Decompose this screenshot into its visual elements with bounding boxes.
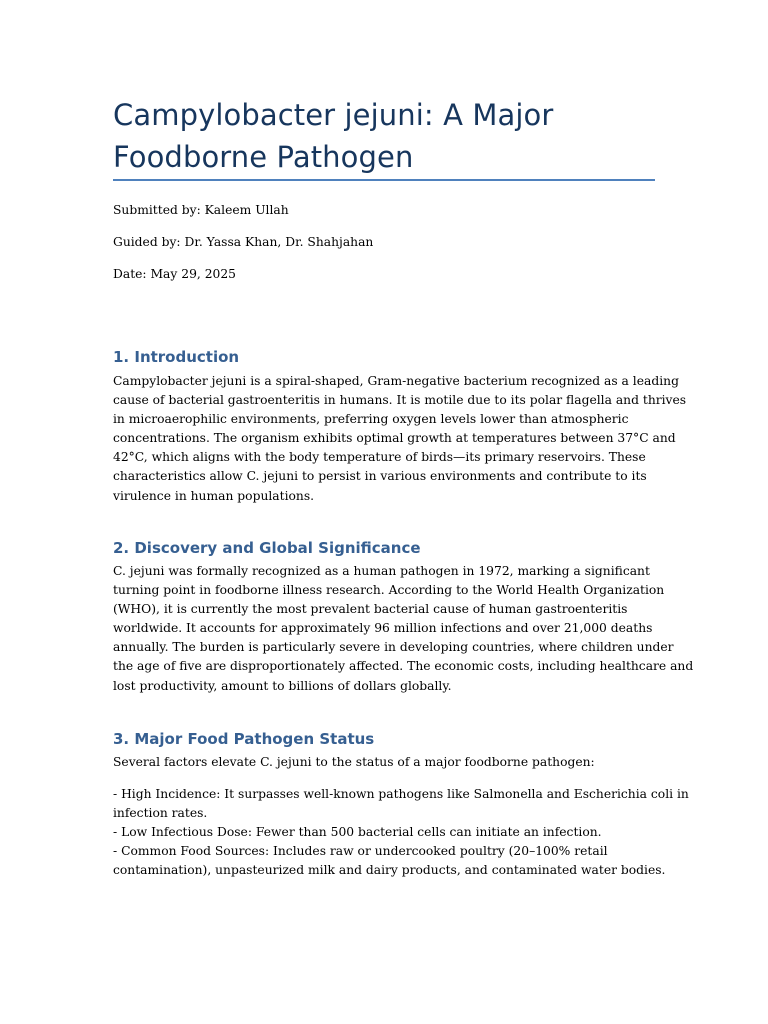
paragraph-line: turning point in foodborne illness research. According to the World Health Organization bbox=[113, 583, 665, 598]
section-heading-introduction: 1. Introduction bbox=[113, 348, 240, 366]
paragraph-line: worldwide. It accounts for approximately 96 million infections and over 21,000 deaths bbox=[113, 621, 653, 636]
title-divider bbox=[113, 179, 655, 181]
document-title-line: Foodborne Pathogen bbox=[113, 140, 414, 174]
paragraph-line: annually. The burden is particularly severe in developing countries, where children under bbox=[113, 640, 674, 655]
guided-by: Guided by: Dr. Yassa Khan, Dr. Shahjahan bbox=[113, 235, 374, 249]
paragraph-line: concentrations. The organism exhibits optimal growth at temperatures between 37°C and bbox=[113, 431, 676, 446]
document-title bbox=[113, 94, 658, 178]
section-heading-pathogen-status: 3. Major Food Pathogen Status bbox=[113, 730, 375, 748]
section-intro-pathogen-status bbox=[113, 753, 658, 772]
paragraph-line: Several factors elevate C. jejuni to the status of a major foodborne pathogen: bbox=[113, 755, 595, 769]
submitted-by: Submitted by: Kaleem Ullah bbox=[113, 203, 289, 217]
section-heading-discovery: 2. Discovery and Global Significance bbox=[113, 539, 421, 557]
paragraph-line: Campylobacter jejuni is a spiral-shaped, Gram-negative bacterium recognized as a leading bbox=[113, 374, 679, 388]
paragraph-line: characteristics allow C. jejuni to persist in various environments and contribute to its bbox=[113, 469, 647, 484]
paragraph-line: lost productivity, amount to billions of dollars globally. bbox=[113, 678, 452, 693]
paragraph-line: cause of bacterial gastroenteritis in humans. It is motile due to its polar flagella and thrives bbox=[113, 393, 687, 408]
paragraph-line: C. jejuni was formally recognized as a human pathogen in 1972, marking a significant bbox=[113, 564, 650, 578]
paragraph-line: virulence in human populations. bbox=[113, 488, 315, 503]
paragraph-line: 42°C, which aligns with the body temperature of birds—its primary reservoirs. These bbox=[113, 450, 646, 465]
document-title-line: Campylobacter jejuni: A Major bbox=[113, 98, 554, 132]
list-item: - High Incidence: It surpasses well-known pathogens like Salmonella and Escherichia coli in bbox=[113, 787, 689, 801]
list-item-continuation: infection rates. bbox=[113, 806, 208, 821]
paragraph-line: in microaerophilic environments, preferring oxygen levels lower than atmospheric bbox=[113, 412, 629, 427]
section-paragraph-discovery bbox=[113, 562, 694, 696]
list-item: - Low Infectious Dose: Fewer than 500 bacterial cells can initiate an infection. bbox=[113, 825, 602, 840]
paragraph-line: (WHO), it is currently the most prevalent bacterial cause of human gastroenteritis bbox=[113, 602, 628, 617]
list-item-continuation: contamination), unpasteurized milk and dairy products, and contaminated water bodies. bbox=[113, 863, 666, 878]
section-paragraph-introduction bbox=[113, 372, 687, 506]
list-item: - Common Food Sources: Includes raw or undercooked poultry (20–100% retail bbox=[113, 844, 608, 859]
document-date: Date: May 29, 2025 bbox=[113, 267, 236, 281]
paragraph-line: the age of five are disproportionately affected. The economic costs, including healthcare and bbox=[113, 659, 694, 674]
factor-list bbox=[113, 785, 689, 880]
